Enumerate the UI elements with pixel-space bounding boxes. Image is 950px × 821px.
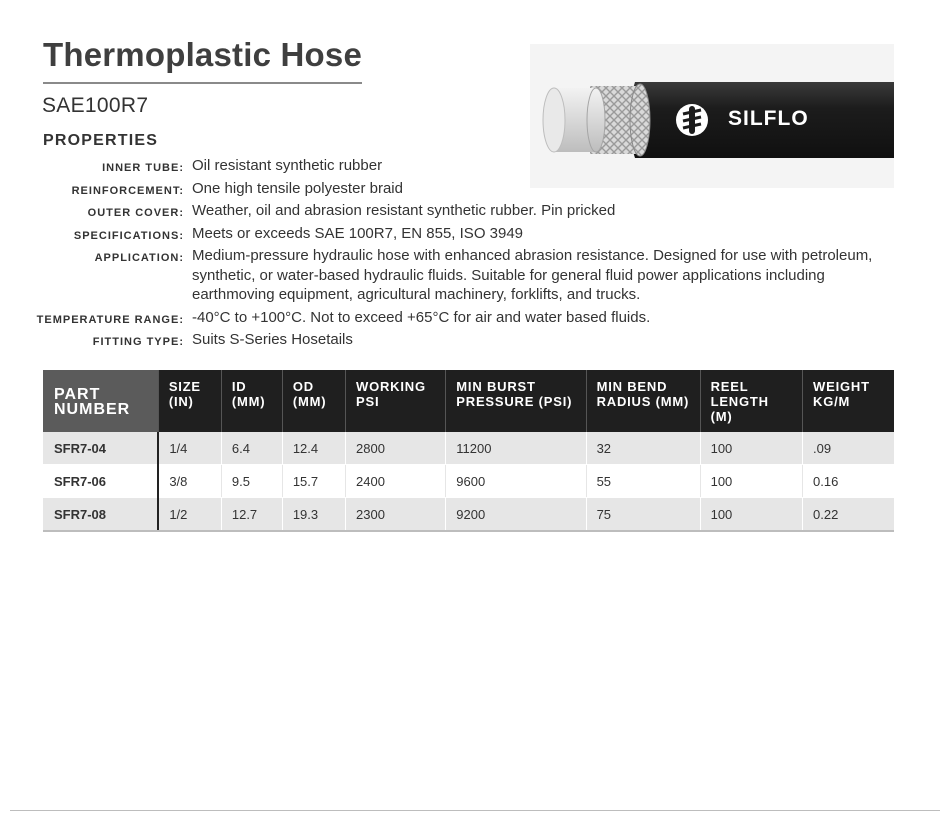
table-cell: 32 [586, 432, 700, 465]
table-cell: 3/8 [158, 465, 221, 498]
property-row [0, 179, 900, 199]
property-row [0, 308, 900, 328]
column-header: WEIGHT KG/M [803, 370, 894, 432]
column-header: REEL LENGTH (M) [700, 370, 802, 432]
table-cell: 55 [586, 465, 700, 498]
table-cell: 75 [586, 498, 700, 532]
column-header: WORKING PSI [346, 370, 446, 432]
table-cell: 11200 [446, 432, 586, 465]
properties-heading: PROPERTIES [43, 132, 159, 149]
property-label: FITTING TYPE: [92, 336, 184, 348]
column-header: SIZE (IN) [158, 370, 221, 432]
table-cell: 9600 [446, 465, 586, 498]
part-number-cell: SFR7-04 [43, 432, 158, 465]
table-cell: 0.16 [803, 465, 894, 498]
part-number-cell: SFR7-08 [43, 498, 158, 532]
property-row [0, 156, 900, 176]
table-cell: 6.4 [221, 432, 282, 465]
product-code: SAE100R7 [42, 94, 149, 117]
page-title: Thermoplastic Hose [43, 34, 362, 84]
table-cell: .09 [803, 432, 894, 465]
table-cell: 12.4 [282, 432, 345, 465]
property-value: One high tensile polyester braid [192, 179, 403, 197]
property-value: Suits S-Series Hosetails [192, 331, 353, 348]
property-label: APPLICATION: [94, 252, 184, 264]
table-cell: 2300 [346, 498, 446, 532]
table-row [43, 465, 894, 498]
property-row [0, 201, 900, 221]
property-value: Meets or exceeds SAE 100R7, EN 855, ISO 3949 [192, 224, 524, 242]
table-row [43, 432, 894, 465]
column-header: ID (MM) [221, 370, 282, 432]
table-cell: 0.22 [803, 498, 894, 532]
column-header: OD (MM) [282, 370, 345, 432]
silflo-logo-icon [676, 104, 708, 136]
property-row [0, 246, 900, 305]
table-cell: 100 [700, 498, 802, 532]
table-cell: 19.3 [282, 498, 345, 532]
property-label: OUTER COVER: [87, 207, 184, 219]
table-cell: 1/4 [158, 432, 221, 465]
column-header: PART NUMBER [43, 370, 158, 432]
table-cell: 9.5 [221, 465, 282, 498]
brand-name: SILFLO [728, 107, 809, 130]
property-value: Medium-pressure hydraulic hose with enhanced abrasion resistance. Designed for use with petroleum, synthetic, or water-based hydraulic fluids. Suitable for general fluid power applications including earthmoving equipment, agricultural machinery, forklifts, and trucks. [192, 247, 873, 303]
table-cell: 2800 [346, 432, 446, 465]
specifications-table [43, 370, 894, 532]
table-row [43, 498, 894, 532]
table-cell: 2400 [346, 465, 446, 498]
properties-list [0, 156, 900, 353]
table-cell: 15.7 [282, 465, 345, 498]
property-row [0, 224, 900, 244]
column-header: MIN BURST PRESSURE (PSI) [446, 370, 586, 432]
column-header: MIN BEND RADIUS (MM) [586, 370, 700, 432]
table-cell: 100 [700, 432, 802, 465]
property-value: -40°C to +100°C. Not to exceed +65°C for air and water based fluids. [192, 308, 651, 326]
property-label: REINFORCEMENT: [71, 184, 184, 197]
footer-divider [10, 810, 940, 811]
part-number-cell: SFR7-06 [43, 465, 158, 498]
table-cell: 12.7 [221, 498, 282, 532]
table-cell: 1/2 [158, 498, 221, 532]
property-label: TEMPERATURE RANGE: [36, 313, 184, 326]
property-value: Weather, oil and abrasion resistant synthetic rubber. Pin pricked [192, 202, 616, 219]
property-label: INNER TUBE: [102, 162, 184, 174]
table-cell: 100 [700, 465, 802, 498]
property-row [0, 330, 900, 350]
table-header-row [43, 370, 894, 432]
table-cell: 9200 [446, 498, 586, 532]
property-label: SPECIFICATIONS: [73, 229, 184, 242]
property-value: Oil resistant synthetic rubber [192, 157, 383, 174]
